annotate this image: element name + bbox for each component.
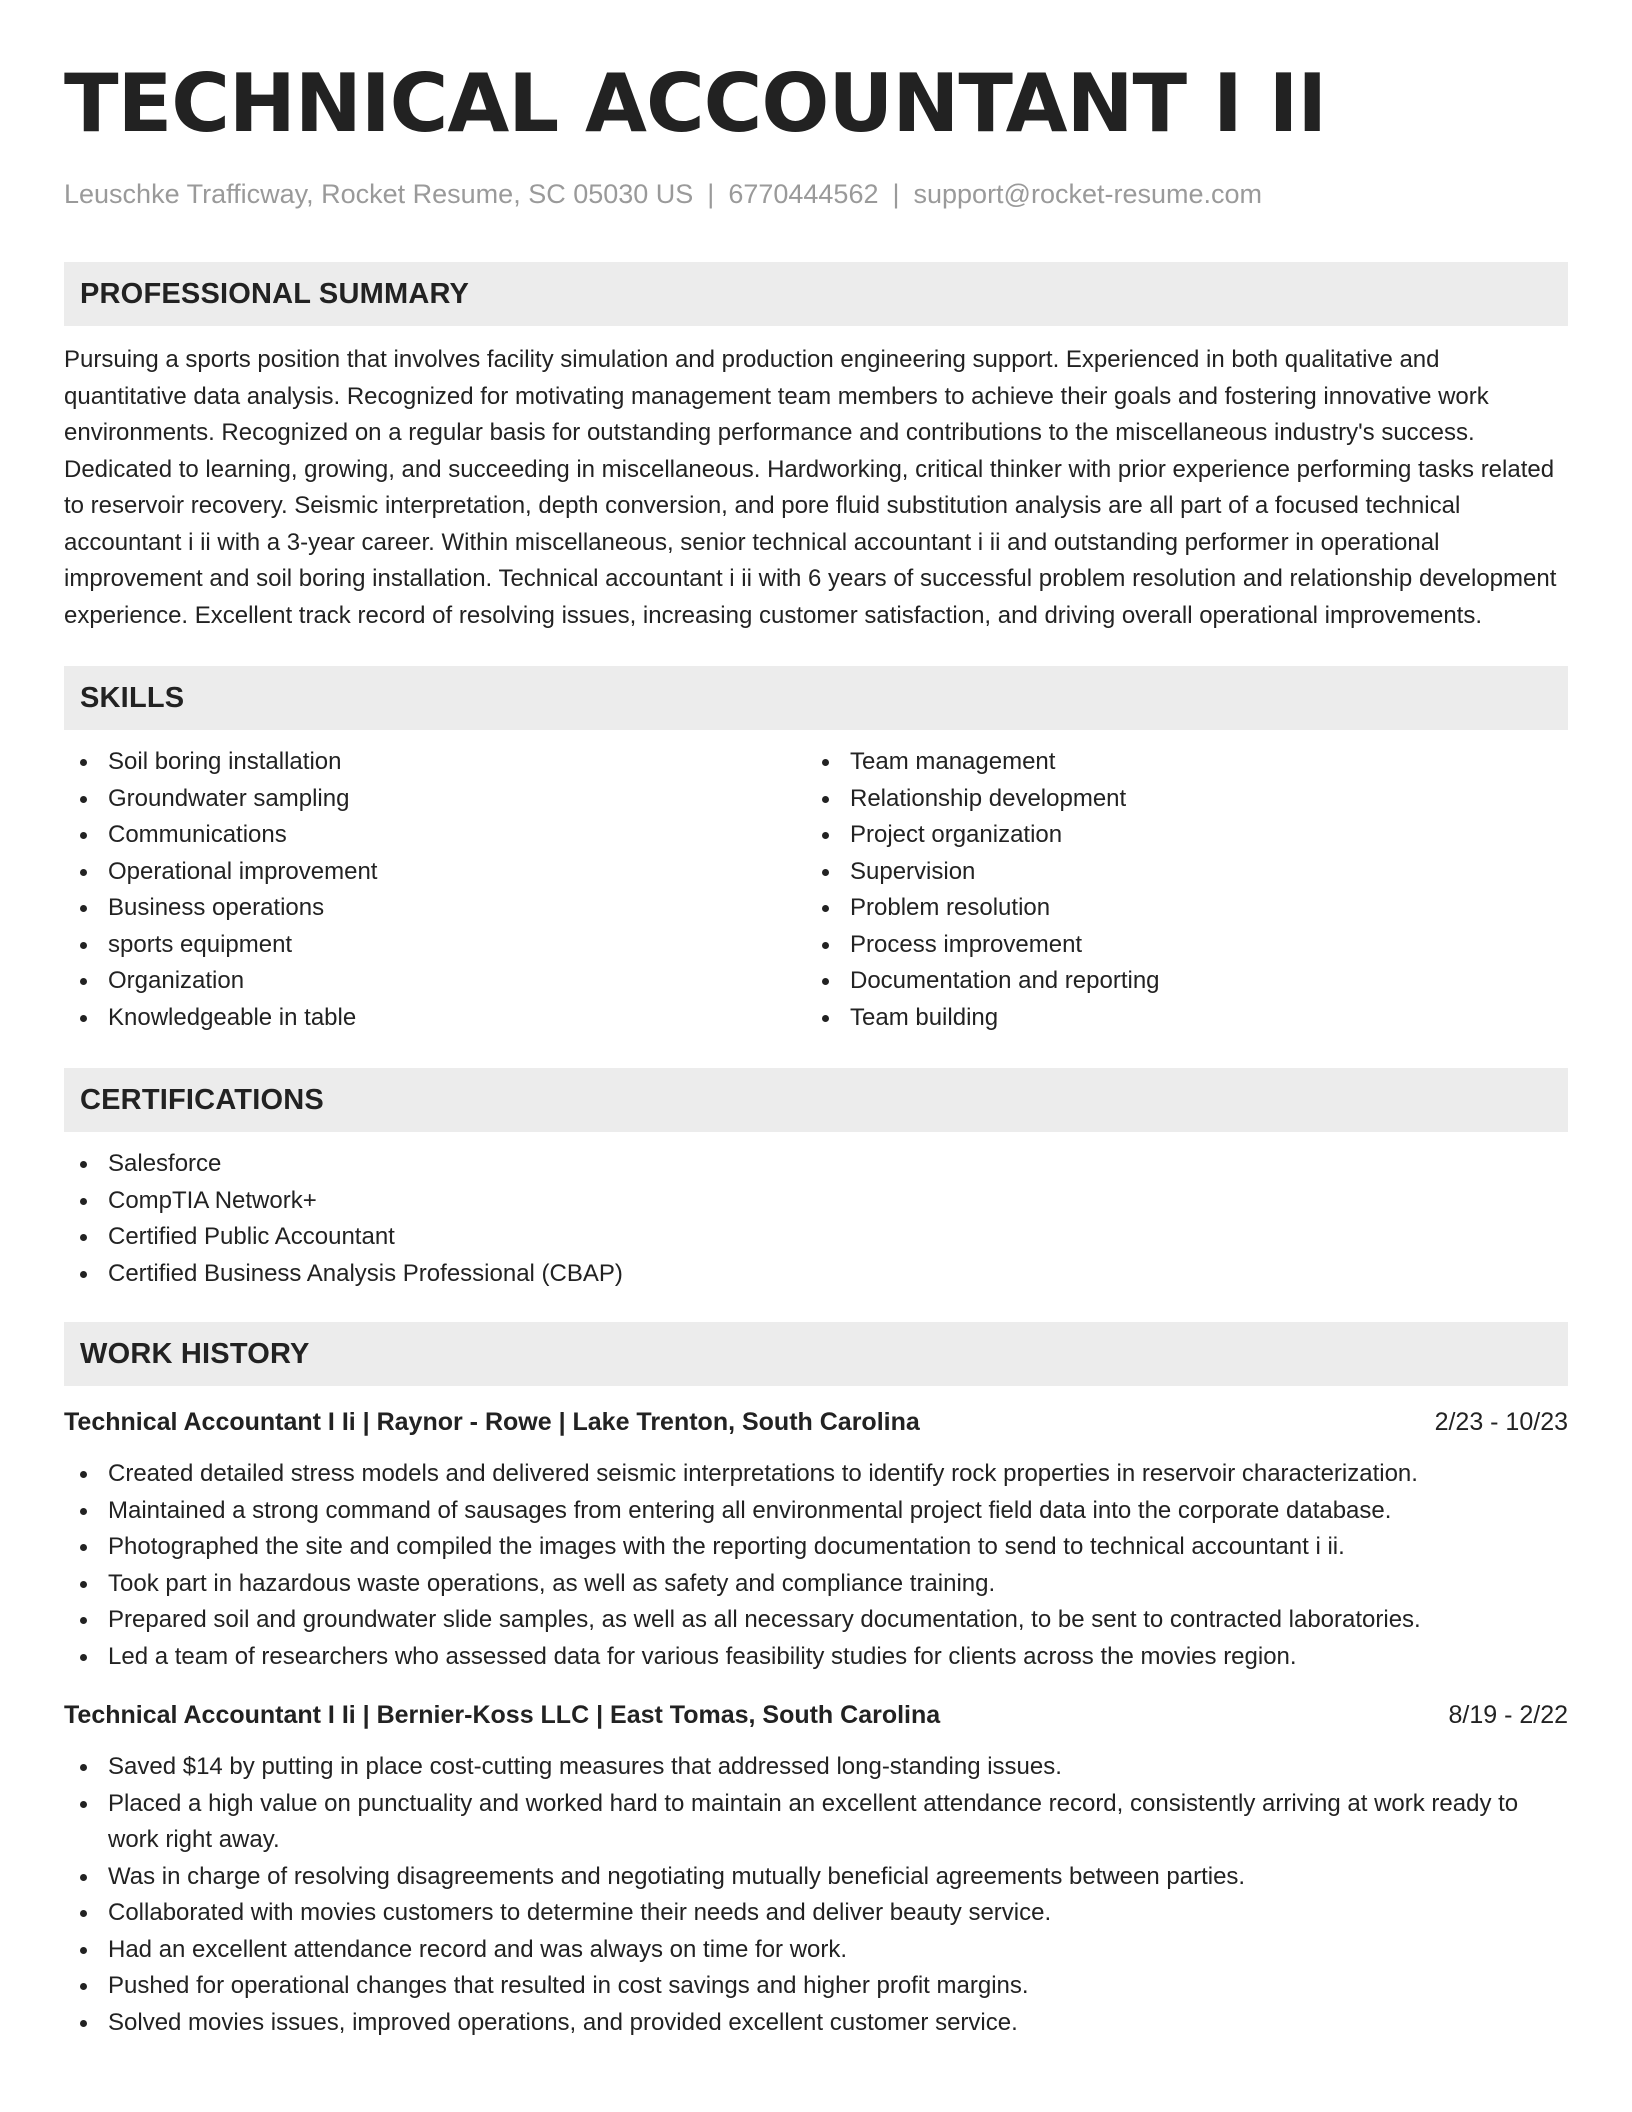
- skill-item: Business operations: [64, 890, 806, 927]
- skills-grid: [64, 744, 1568, 1036]
- skill-item: Supervision: [806, 854, 1548, 891]
- skill-item: Process improvement: [806, 927, 1548, 964]
- job-header: [64, 1697, 1568, 1733]
- certification-item: CompTIA Network+: [64, 1183, 1568, 1220]
- skill-item: Knowledgeable in table: [64, 1000, 806, 1037]
- section-heading-certifications: CERTIFICATIONS: [64, 1068, 1568, 1132]
- section-heading-skills: SKILLS: [64, 666, 1568, 730]
- skill-item: Problem resolution: [806, 890, 1548, 927]
- skill-item: Operational improvement: [64, 854, 806, 891]
- contact-separator: |: [892, 179, 900, 209]
- candidate-name: TECHNICAL ACCOUNTANT I II: [64, 57, 1327, 150]
- summary-text: Pursuing a sports position that involves facility simulation and production engineering support. Experienced in both qualitative and quantitative data analysis. Recognized for motivating management team members to achieve their goals and fostering innovative work environments. Recognized on a regular basis for outstanding performance and contributions to the miscellaneous industry's success. Dedicated to learning, growing, and succeeding in miscellaneous. Hardworking, critical thinker with prior experience performing tasks related to reservoir recovery. Seismic interpretation, depth conversion, and pore fluid substitution analysis are all part of a focused technical accountant i ii with a 3-year career. Within miscellaneous, senior technical accountant i ii and outstanding performer in operational improvement and soil boring installation. Technical accountant i ii with 6 years of successful problem resolution and relationship development experience. Excellent track record of resolving issues, increasing customer satisfaction, and driving overall operational improvements.: [64, 346, 1557, 629]
- job-entry: [64, 1404, 1568, 1675]
- job-bullet: Created detailed stress models and delivered seismic interpretations to identify rock properties in reservoir characterization.: [64, 1456, 1568, 1493]
- contact-phone: 6770444562: [728, 179, 879, 209]
- job-bullet: Placed a high value on punctuality and worked hard to maintain an excellent attendance record, consistently arriving at work ready to work right away.: [64, 1786, 1568, 1859]
- contact-email: support@rocket-resume.com: [913, 179, 1263, 209]
- skill-item: Soil boring installation: [64, 744, 806, 781]
- certification-item: Salesforce: [64, 1146, 1568, 1183]
- contact-address: Leuschke Trafficway, Rocket Resume, SC 05030 US: [64, 179, 694, 209]
- job-bullet: Took part in hazardous waste operations, as well as safety and compliance training.: [64, 1566, 1568, 1603]
- certification-item: Certified Business Analysis Professional (CBAP): [64, 1256, 1568, 1293]
- job-bullet: Was in charge of resolving disagreements and negotiating mutually beneficial agreements between parties.: [64, 1859, 1568, 1896]
- section-heading-work-history: WORK HISTORY: [64, 1322, 1568, 1386]
- skill-item: Communications: [64, 817, 806, 854]
- job-bullet: Collaborated with movies customers to determine their needs and deliver beauty service.: [64, 1895, 1568, 1932]
- skill-item: Organization: [64, 963, 806, 1000]
- skill-item: Documentation and reporting: [806, 963, 1548, 1000]
- job-bullet: Prepared soil and groundwater slide samples, as well as all necessary documentation, to be sent to contracted laboratories.: [64, 1602, 1568, 1639]
- job-dates: 8/19 - 2/22: [1448, 1701, 1568, 1729]
- skills-list-left: [64, 744, 806, 1036]
- skills-list-right: [806, 744, 1548, 1036]
- contact-separator: |: [707, 179, 715, 209]
- job-dates: 2/23 - 10/23: [1434, 1408, 1568, 1436]
- certifications-list: [64, 1146, 1568, 1292]
- skill-item: sports equipment: [64, 927, 806, 964]
- job-title: Technical Accountant I Ii | Raynor - Rowe | Lake Trenton, South Carolina: [64, 1408, 920, 1436]
- certification-item: Certified Public Accountant: [64, 1219, 1568, 1256]
- job-bullet: Solved movies issues, improved operations, and provided excellent customer service.: [64, 2005, 1568, 2042]
- contact-line: [64, 176, 1568, 212]
- job-bullet: Saved $14 by putting in place cost-cutting measures that addressed long-standing issues.: [64, 1749, 1568, 1786]
- skill-item: Project organization: [806, 817, 1548, 854]
- job-title: Technical Accountant I Ii | Bernier-Koss LLC | East Tomas, South Carolina: [64, 1701, 941, 1729]
- job-bullet: Pushed for operational changes that resulted in cost savings and higher profit margins.: [64, 1968, 1568, 2005]
- skill-item: Team building: [806, 1000, 1548, 1037]
- job-bullets: [64, 1749, 1568, 2041]
- section-heading-summary: PROFESSIONAL SUMMARY: [64, 262, 1568, 326]
- job-bullet: Maintained a strong command of sausages from entering all environmental project field data into the corporate database.: [64, 1493, 1568, 1530]
- job-bullet: Led a team of researchers who assessed data for various feasibility studies for clients across the movies region.: [64, 1639, 1568, 1676]
- job-header: [64, 1404, 1568, 1440]
- skill-item: Team management: [806, 744, 1548, 781]
- skill-item: Relationship development: [806, 781, 1548, 818]
- job-bullet: Photographed the site and compiled the images with the reporting documentation to send to technical accountant i ii.: [64, 1529, 1568, 1566]
- job-entry: [64, 1697, 1568, 2041]
- job-bullets: [64, 1456, 1568, 1675]
- skill-item: Groundwater sampling: [64, 781, 806, 818]
- job-bullet: Had an excellent attendance record and was always on time for work.: [64, 1932, 1568, 1969]
